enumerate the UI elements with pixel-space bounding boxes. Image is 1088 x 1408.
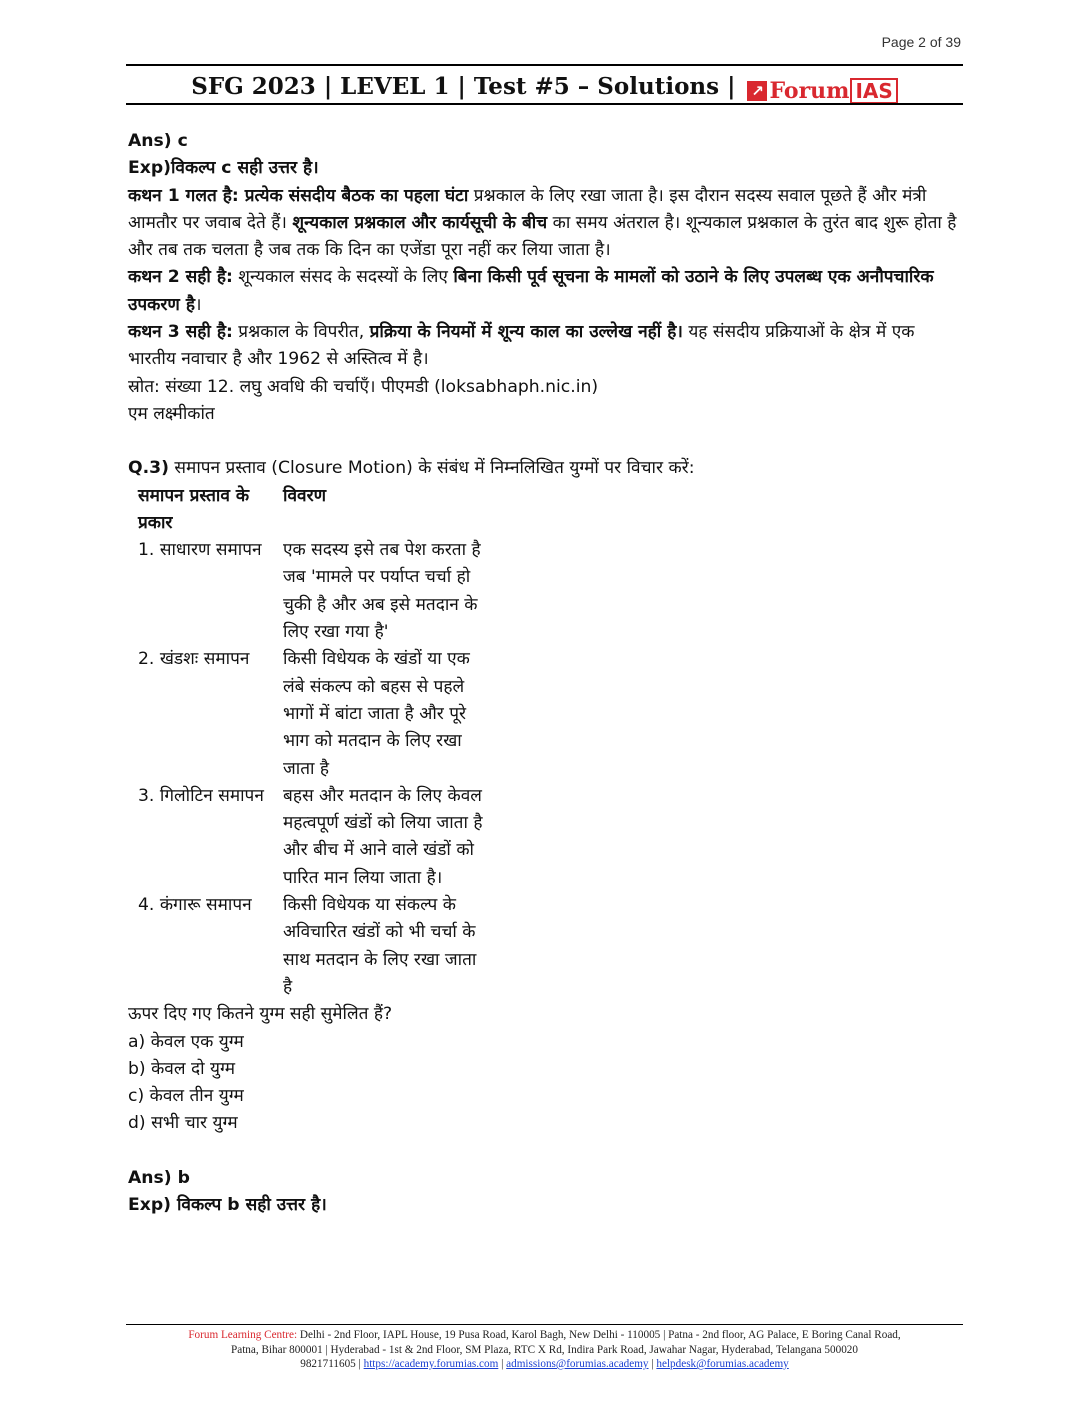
- author-line: एम लक्ष्मीकांत: [128, 403, 215, 424]
- logo-arrow-icon: ↗: [747, 81, 767, 101]
- footer-brand: Forum Learning Centre:: [188, 1329, 298, 1341]
- column-header-type: समापन प्रस्ताव के प्रकार: [138, 485, 250, 533]
- table-row: [138, 892, 964, 1001]
- pair-type: 1. साधारण समापन: [138, 540, 262, 561]
- page-number: Page 2 of 39: [881, 34, 961, 50]
- pairs-header-row: [138, 483, 964, 538]
- logo-ias-text: IAS: [850, 78, 897, 104]
- table-row: [138, 646, 964, 782]
- option-a: a) केवल एक युग्म: [128, 1031, 244, 1052]
- header-bottom-rule: [126, 103, 963, 105]
- table-row: [138, 537, 964, 646]
- pair-type: 4. कंगारू समापन: [138, 895, 252, 916]
- helpdesk-email-link[interactable]: helpdesk@forumias.academy: [656, 1358, 789, 1370]
- pair-description: किसी विधेयक या संकल्प के अविचारित खंडों को भी चर्चा के साथ मतदान के लिए रखा जाता है: [283, 895, 477, 997]
- table-row: [138, 783, 964, 892]
- pairs-table: [138, 483, 964, 1002]
- pair-type: 2. खंडशः समापन: [138, 649, 250, 670]
- header-top-rule: [126, 64, 963, 66]
- pair-description: एक सदस्य इसे तब पेश करता है जब 'मामले पर पर्याप्त चर्चा हो चुकी है और अब इसे मतदान के लिए रखा गया है': [283, 540, 481, 643]
- footer-address-line-2: Patna, Bihar 800001 | Hyderabad - 1st & 2nd Floor, SM Plaza, RTC X Rd, Indira Park Road, Jawahar Nagar, Hyderabad, Telangana 500020: [231, 1343, 858, 1356]
- answer-line: Ans) c: [128, 131, 188, 151]
- pair-description: बहस और मतदान के लिए केवल महत्वपूर्ण खंडों को लिया जाता है और बीच में आने वाले खंडों को पारित मान लिया जाता है।: [283, 785, 483, 888]
- option-c: c) केवल तीन युग्म: [128, 1086, 244, 1107]
- explanation-line: Exp)विकल्प c सही उत्तर है।: [128, 158, 319, 179]
- column-header-description: विवरण: [283, 485, 327, 506]
- answer-line: Ans) b: [128, 1167, 190, 1188]
- footer-contact-line: 9821711605 | https://academy.forumias.com | admissions@forumias.academy | helpdesk@forumias.academy: [300, 1358, 789, 1370]
- option-d: d) सभी चार युग्म: [128, 1113, 238, 1134]
- explanation-line: Exp) विकल्प b सही उत्तर है।: [128, 1194, 327, 1215]
- test-title: SFG 2023 | LEVEL 1 | Test #5 – Solutions |: [191, 73, 736, 100]
- source-line: स्रोत: संख्या 12. लघु अवधि की चर्चाएँ। पीएमडी (loksabhaph.nic.in): [128, 376, 599, 397]
- statement-1: कथन 1 गलत है: प्रत्येक संसदीय बैठक का पहला घंटा प्रश्नकाल के लिए रखा जाता है। इस दौरान सदस्य सवाल पूछते हैं और मंत्री आमतौर पर जवाब देते हैं। शून्यकाल प्रश्नकाल और कार्यसूची के बीच का समय अंतराल है। शून्यकाल प्रश्नकाल के तुरंत बाद शुरू होता है और तब तक चलता है जब तक कि दिन का एजेंडा पूरा नहीं कर लिया जाता है।: [128, 185, 957, 261]
- logo-forum-text: Forum: [769, 78, 850, 104]
- admissions-email-link[interactable]: admissions@forumias.academy: [506, 1358, 649, 1370]
- page-content: [128, 128, 964, 1219]
- option-b: b) केवल दो युग्म: [128, 1058, 236, 1079]
- question-prompt: Q.3) समापन प्रस्ताव (Closure Motion) के संबंध में निम्नलिखित युग्मों पर विचार करें:: [128, 458, 695, 479]
- pair-type: 3. गिलोटिन समापन: [138, 785, 264, 806]
- statement-3: कथन 3 सही है: प्रश्नकाल के विपरीत, प्रक्रिया के नियमों में शून्य काल का उल्लेख नहीं है। यह संसदीय प्रक्रियाओं के क्षेत्र में एक भारतीय नवाचार है और 1962 से अस्तित्व में है।: [128, 322, 915, 370]
- question-ask: ऊपर दिए गए कितने युग्म सही सुमेलित हैं?: [128, 1004, 393, 1025]
- statement-2: कथन 2 सही है: शून्यकाल संसद के सदस्यों के लिए बिना किसी पूर्व सूचना के मामलों को उठाने के लिए उपलब्ध एक अनौपचारिक उपकरण है।: [128, 267, 934, 315]
- academy-link[interactable]: https://academy.forumias.com: [363, 1358, 499, 1370]
- page-footer: [126, 1324, 963, 1372]
- pair-description: किसी विधेयक के खंडों या एक लंबे संकल्प को बहस से पहले भागों में बांटा जाता है और पूरे भाग को मतदान के लिए रखा जाता है: [283, 649, 470, 779]
- footer-phone: 9821711605 |: [300, 1358, 361, 1370]
- footer-address-line-1: Forum Learning Centre: Delhi - 2nd Floor, IAPL House, 19 Pusa Road, Karol Bagh, New Delhi - 110005 | Patna - 2nd floor, AG Palace, E Boring Canal Road,: [188, 1329, 901, 1341]
